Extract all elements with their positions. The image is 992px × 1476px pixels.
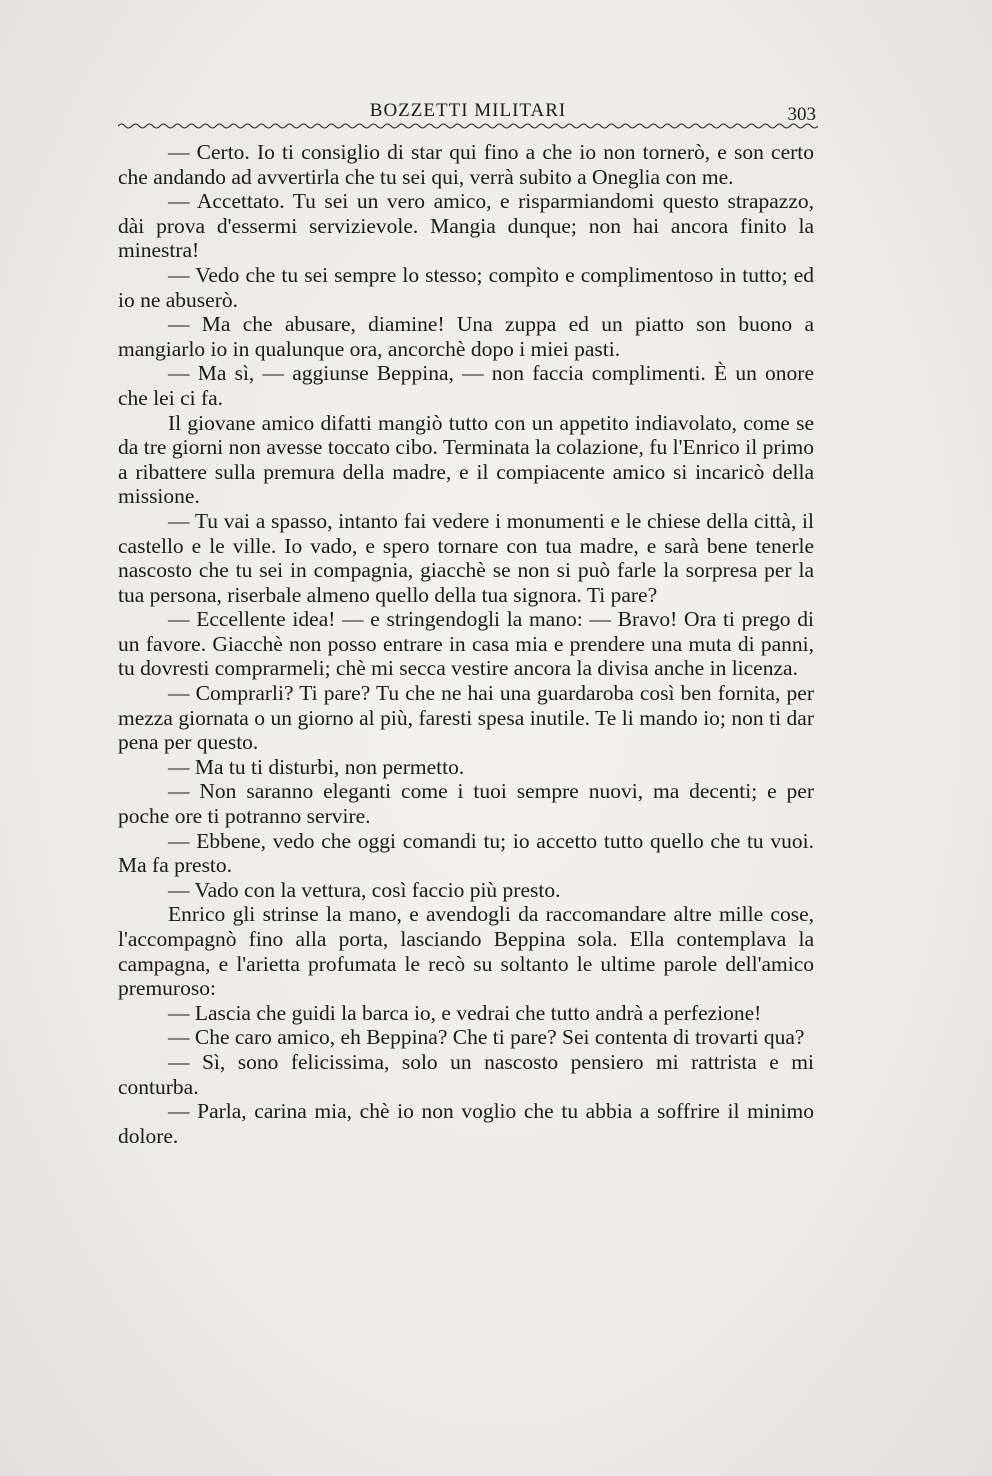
body-text	[118, 140, 814, 1148]
paragraph: — Accettato. Tu sei un vero amico, e risparmiandomi questo strapazzo, dài prova d'essermi servizievole. Mangia dunque; non hai ancora finito la minestra!	[118, 189, 814, 263]
wavy-header-rule	[118, 120, 818, 132]
paragraph: — Comprarli? Ti pare? Tu che ne hai una guardaroba così ben fornita, per mezza giornata o un giorno al più, faresti spesa inutile. Te li mando io; non ti dar pena per questo.	[118, 681, 814, 755]
paragraph: Enrico gli strinse la mano, e avendogli da raccomandare altre mille cose, l'accompagnò fino alla porta, lasciando Beppina sola. Ella contemplava la campagna, e l'arietta profumata le recò su soltanto le ultime parole dell'amico premuroso:	[118, 902, 814, 1001]
paragraph: — Lascia che guidi la barca io, e vedrai che tutto andrà a perfezione!	[168, 1000, 762, 1025]
paragraph: — Ebbene, vedo che oggi comandi tu; io accetto tutto quello che tu vuoi. Ma fa presto.	[118, 828, 814, 878]
paragraph: Il giovane amico difatti mangiò tutto con un appetito indiavolato, come se da tre giorni non avesse toccato cibo. Terminata la colazione, fu l'Enrico il primo a ribattere sulla premura della madre, e il compiacente amico si incaricò della missione.	[118, 410, 814, 509]
paragraph: — Sì, sono felicissima, solo un nascosto pensiero mi rattrista e mi conturba.	[118, 1049, 814, 1099]
paragraph: — Parla, carina mia, chè io non voglio che tu abbia a soffrire il minimo dolore.	[118, 1099, 814, 1148]
paragraph: — Non saranno eleganti come i tuoi sempre nuovi, ma decenti; e per poche ore ti potranno servire.	[118, 779, 814, 829]
paragraph: — Eccellente idea! — e stringendogli la mano: — Bravo! Ora ti prego di un favore. Giacchè non posso entrare in casa mia e prendere una muta di panni, tu dovresti comprarmeli; chè mi secca vestire ancora la divisa anche in licenza.	[118, 607, 814, 681]
paragraph: — Vedo che tu sei sempre lo stesso; compìto e complimentoso in tutto; ed io ne abuserò.	[118, 262, 814, 312]
page-number: 303	[787, 104, 816, 125]
paragraph: — Che caro amico, eh Beppina? Che ti pare? Sei contenta di trovarti qua?	[168, 1025, 805, 1050]
paragraph: — Certo. Io ti consiglio di star qui fino a che io non tornerò, e son certo che andando ad avvertirla che tu sei qui, verrà subito a Oneglia con me.	[118, 140, 814, 189]
running-title: BOZZETTI MILITARI	[369, 100, 567, 121]
paragraph: — Tu vai a spasso, intanto fai vedere i monumenti e le chiese della città, il castello e le ville. Io vado, e spero tornare con tua madre, e sarà bene tenerle nascosto che tu sei in compagnia, giacchè se non si può farle la sorpresa per la tua persona, riserbale almeno quello della tua signora. Ti pare?	[118, 508, 814, 607]
paragraph: — Ma tu ti disturbi, non permetto.	[168, 754, 465, 779]
paragraph: — Ma sì, — aggiunse Beppina, — non faccia complimenti. È un onore che lei ci fa.	[118, 361, 814, 410]
paragraph: — Vado con la vettura, così faccio più presto.	[168, 877, 561, 902]
paragraph: — Ma che abusare, diamine! Una zuppa ed un piatto son buono a mangiarlo io in qualunque ora, ancorchè dopo i miei pasti.	[118, 312, 814, 361]
